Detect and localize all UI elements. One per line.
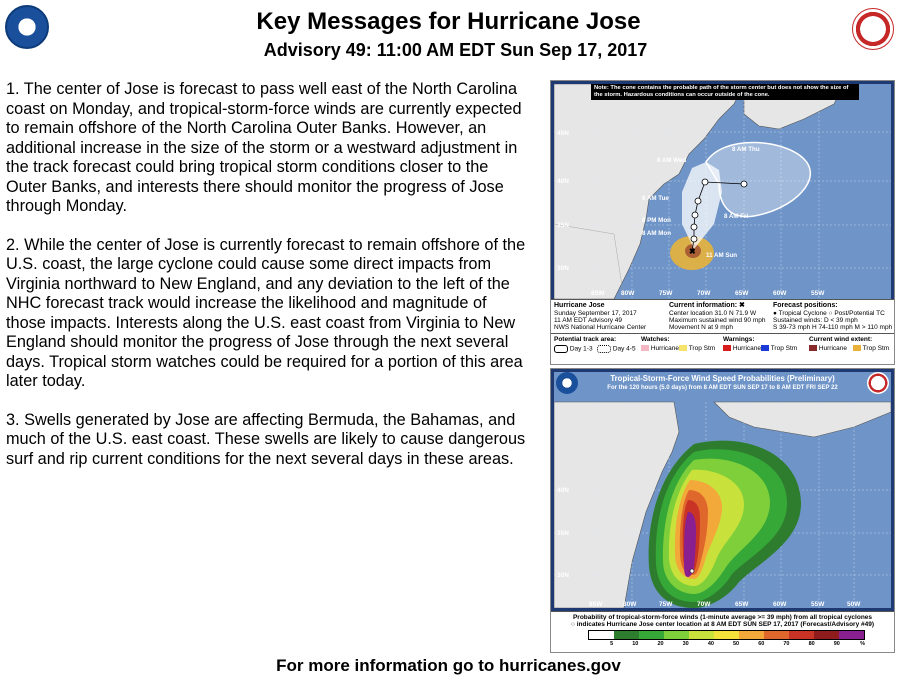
- page-title: Key Messages for Hurricane Jose: [256, 8, 641, 35]
- forecast-cone-map: [550, 80, 895, 365]
- prob-map-subtitle: For the 120 hours (5.0 days) from 8 AM EDT SUN SEP 17 to 8 AM EDT FRI SEP 22: [607, 385, 838, 391]
- storm-name: Hurricane Jose: [554, 302, 605, 309]
- trop-watch-legend: Trop Stm: [679, 345, 715, 353]
- footer-link-text: For more information go to hurricanes.gov: [276, 656, 621, 675]
- prob-lon-85w: 85W: [589, 601, 603, 608]
- track-label-sun: 11 AM Sun: [706, 252, 738, 259]
- prob-legend-line-2: ○ indicates Hurricane Jose center location at 8 AM EDT SUN SEP 17, 2017 (Forecast/Advisory #49): [570, 621, 875, 628]
- advisory-subtitle: Advisory 49: 11:00 AM EDT Sun Sep 17, 2017: [263, 40, 648, 60]
- prob-legend: [551, 611, 894, 652]
- prob-map-title: Tropical-Storm-Force Wind Speed Probabilities (Preliminary): [610, 374, 835, 383]
- prob-lon-75w: 75W: [659, 601, 673, 608]
- track-label-fri: 8 AM Fri: [724, 213, 749, 220]
- day-1-3-legend: Day 1-3: [554, 345, 593, 353]
- wind-extent-title: Current wind extent:: [809, 336, 873, 343]
- prob-lon-60w: 60W: [773, 601, 787, 608]
- lat-label-35n: 35N: [557, 222, 569, 229]
- storm-date: Sunday September 17, 2017: [554, 310, 637, 317]
- track-label-thu: 8 AM Thu: [732, 146, 760, 153]
- track-label-mon-am: 8 AM Mon: [642, 230, 671, 237]
- svg-text:✖: ✖: [689, 247, 696, 256]
- lon-label-65w: 65W: [735, 290, 749, 297]
- lon-label-55w: 55W: [811, 290, 825, 297]
- prob-legend-line-1: Probability of tropical-storm-force winds (1-minute average >= 39 mph) from all tropical cyclones: [572, 614, 873, 621]
- lon-label-85w: 85W: [591, 290, 605, 297]
- watches-title: Watches:: [641, 336, 670, 343]
- track-area-title: Potential track area:: [554, 336, 617, 343]
- prob-lon-65w: 65W: [735, 601, 749, 608]
- key-message-1: 1. The center of Jose is forecast to pass well east of the North Carolina coast on Monday, and tropical-storm-force winds are currently expected to remain offshore of the North Carolina Outer Banks. However, an additional increase in the size of the storm or a westward adjustment in the track forecast could bring tropical storm conditions closer to the Outer Banks, and interests there should monitor the progress of Jose through Monday.: [6, 80, 522, 215]
- key-messages: [6, 80, 526, 488]
- lon-label-80w: 80W: [621, 290, 635, 297]
- cone-note: Note: The cone contains the probable path of the storm center but does not show the size of the storm. Hazardous conditions can occur outside of the cone.: [591, 84, 859, 100]
- center-name: NWS National Hurricane Center: [554, 324, 647, 331]
- hurricane-watch-legend: Hurricane: [641, 345, 679, 353]
- day-4-5-legend: Day 4-5: [597, 345, 636, 353]
- trop-warning-legend: Trop Stm: [761, 345, 797, 353]
- current-location: Center location 31.0 N 71.9 W: [669, 310, 757, 317]
- prob-map-graphic: [554, 372, 891, 608]
- warnings-title: Warnings:: [723, 336, 755, 343]
- max-wind: Maximum sustained wind 90 mph: [669, 317, 766, 324]
- movement: Movement N at 9 mph: [669, 324, 733, 331]
- positions-line-1: ● Tropical Cyclone ○ Post/Potential TC: [773, 310, 885, 317]
- prob-noaa-logo-icon: [556, 372, 578, 394]
- lat-label-40n: 40N: [557, 178, 569, 185]
- lat-label-30n: 30N: [557, 265, 569, 272]
- cone-map-area: [554, 84, 891, 299]
- track-label-mon-pm: 8 PM Mon: [642, 217, 671, 224]
- lon-label-60w: 60W: [773, 290, 787, 297]
- prob-lon-80w: 80W: [623, 601, 637, 608]
- lon-label-75w: 75W: [659, 290, 673, 297]
- current-info-title: Current information: ✖: [669, 302, 745, 309]
- trop-extent-legend: Trop Stm: [853, 345, 889, 353]
- track-label-wed: 8 AM Wed: [657, 157, 687, 164]
- lon-label-70w: 70W: [697, 290, 711, 297]
- key-message-2: 2. While the center of Jose is currently forecast to remain offshore of the U.S. coast, the large cyclone could cause some direct impacts from Virginia northward to New England, and any deviation to the left of the NHC forecast track would increase the likelihood and magnitude of those impacts. Interests along the U.S. east coast from Virginia to New England should monitor the progress of Jose through the next several days. Tropical storm watches could be required for a portion of this area later today.: [6, 235, 526, 390]
- lat-label-45n: 45N: [557, 130, 569, 137]
- wind-probability-map: [550, 368, 895, 653]
- prob-map-area: [554, 372, 891, 608]
- key-message-3: 3. Swells generated by Jose are affecting Bermuda, the Bahamas, and much of the U.S. east coast. These swells are likely to cause dangerous surf and rip current conditions for the next several days in these areas.: [6, 410, 526, 468]
- prob-scale-labels: 5 10 20 30 40 50 60 70 80 90 %: [610, 641, 866, 647]
- prob-lon-55w: 55W: [811, 601, 825, 608]
- positions-title: Forecast positions:: [773, 302, 838, 309]
- positions-line-3: S 39-73 mph H 74-110 mph M > 110 mph: [773, 324, 893, 331]
- advisory-number: 11 AM EDT Advisory 49: [554, 317, 623, 324]
- positions-line-2: Sustained winds: D < 39 mph: [773, 317, 858, 324]
- cone-legend: [551, 299, 894, 364]
- hurricane-extent-legend: Hurricane: [809, 345, 847, 353]
- cone-map-graphic: [554, 84, 891, 299]
- hurricane-warning-legend: Hurricane: [723, 345, 761, 353]
- prob-lat-40n: 40N: [557, 487, 569, 494]
- prob-lon-70w: 70W: [697, 601, 711, 608]
- track-label-tue: 8 AM Tue: [642, 195, 669, 202]
- prob-color-scale: [588, 630, 865, 640]
- prob-lat-30n: 30N: [557, 572, 569, 579]
- prob-lat-35n: 35N: [557, 530, 569, 537]
- prob-lon-50w: 50W: [847, 601, 861, 608]
- prob-nws-logo-icon: [867, 372, 889, 394]
